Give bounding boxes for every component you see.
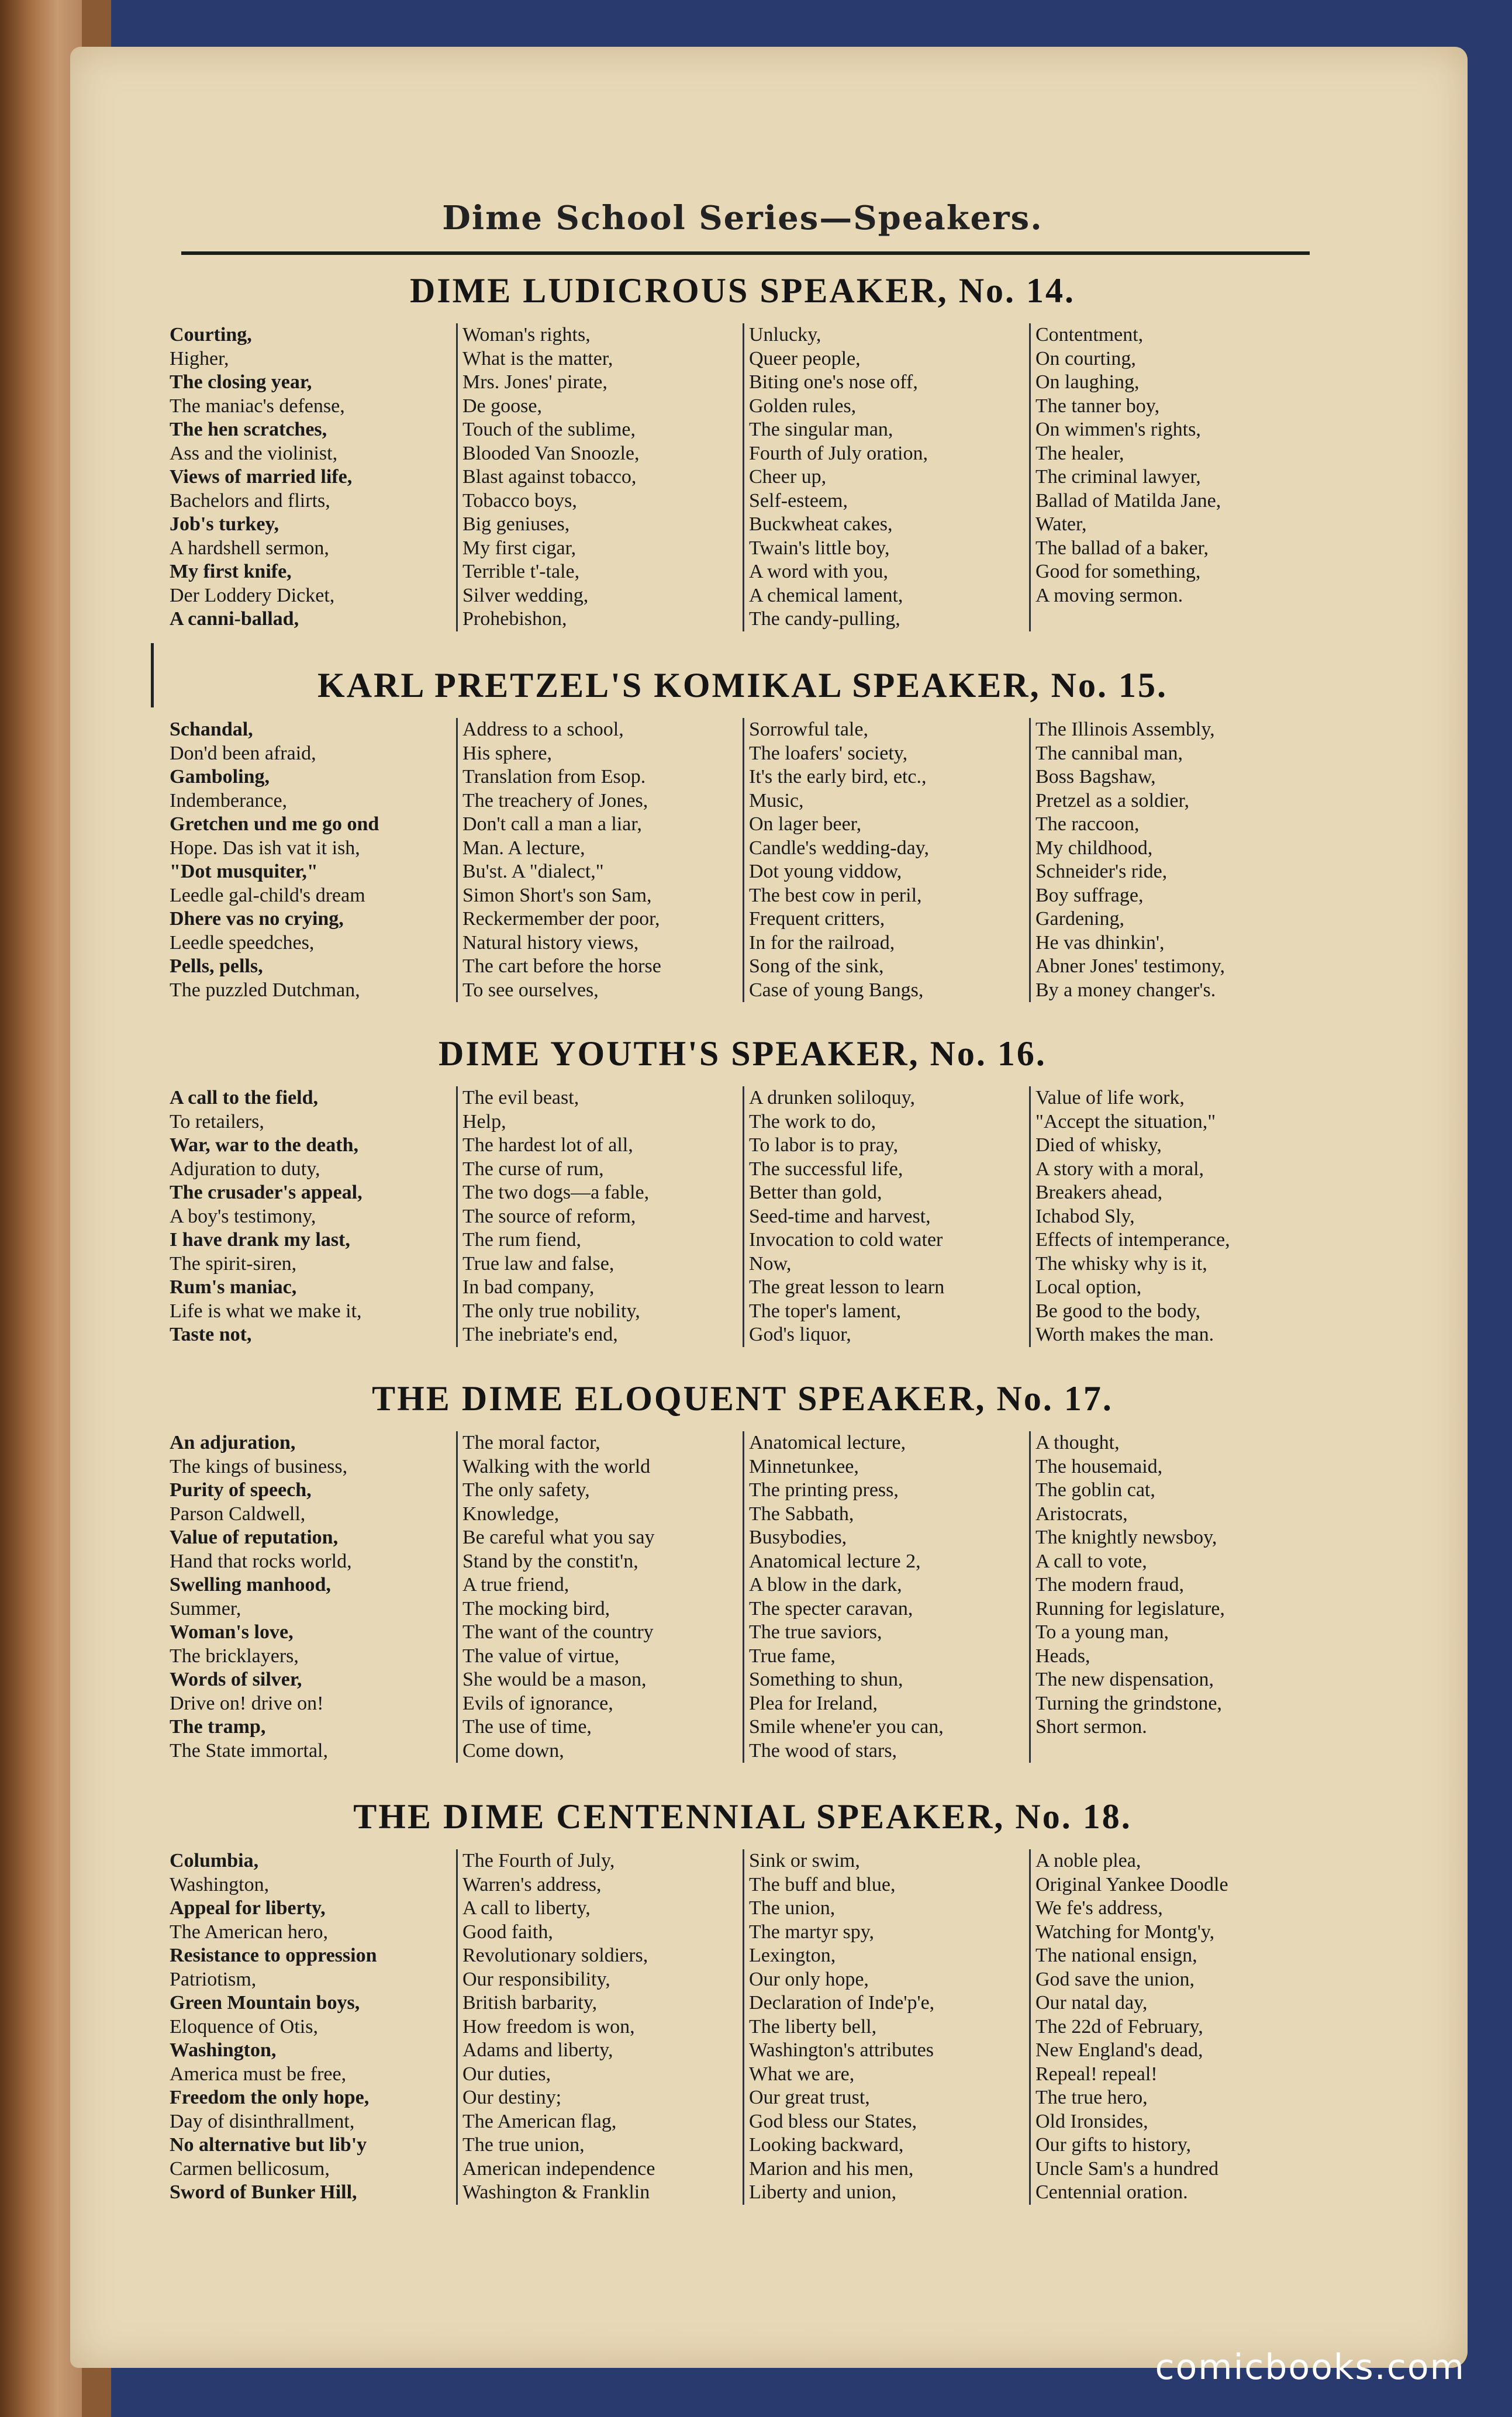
list-item: Candle's wedding-day, xyxy=(749,837,929,859)
list-item: A call to the field, xyxy=(170,1087,319,1109)
list-item: Adjuration to duty, xyxy=(170,1158,320,1180)
list-item: Unlucky, xyxy=(749,324,821,346)
list-item: Words of silver, xyxy=(170,1669,302,1690)
column-2 xyxy=(456,1431,743,1763)
list-item: A boy's testimony, xyxy=(170,1205,316,1227)
list-item: Short sermon. xyxy=(1035,1716,1147,1738)
list-item: Leedle gal-child's dream xyxy=(170,884,365,906)
list-item: True fame, xyxy=(749,1645,836,1667)
list-item: Warren's address, xyxy=(462,1873,602,1895)
list-item: Heads, xyxy=(1035,1645,1090,1667)
list-item: Swelling manhood, xyxy=(170,1574,331,1596)
list-item: Eloquence of Otis, xyxy=(170,2015,318,2038)
list-item: "Accept the situation," xyxy=(1035,1110,1216,1132)
list-item: Taste not, xyxy=(170,1324,252,1345)
list-item: Ass and the violinist, xyxy=(170,442,338,464)
list-item: "Dot musquiter," xyxy=(170,861,318,882)
list-item: No alternative but lib'y xyxy=(170,2134,367,2156)
list-item: The Illinois Assembly, xyxy=(1035,719,1215,740)
list-item: God bless our States, xyxy=(749,2110,917,2132)
list-item: Value of reputation, xyxy=(170,1527,339,1548)
list-item: Walking with the world xyxy=(462,1455,651,1477)
list-item: Boy suffrage, xyxy=(1035,884,1144,906)
list-item: Green Mountain boys, xyxy=(170,1992,360,2014)
list-item: The work to do, xyxy=(749,1110,876,1132)
list-item: Touch of the sublime, xyxy=(462,419,636,440)
list-item: Natural history views, xyxy=(462,931,639,954)
list-item: Queer people, xyxy=(749,347,861,370)
list-item: Value of life work, xyxy=(1035,1087,1185,1109)
list-item: Big geniuses, xyxy=(462,513,570,535)
list-item: A story with a moral, xyxy=(1035,1158,1204,1180)
column-2 xyxy=(456,323,743,631)
column-2 xyxy=(456,1086,743,1347)
list-item: Don't call a man a liar, xyxy=(462,813,642,835)
list-item: American independence xyxy=(462,2157,655,2180)
list-item: The union, xyxy=(749,1897,836,1919)
list-item: Freedom the only hope, xyxy=(170,2087,370,2108)
list-item: Running for legislature, xyxy=(1035,1597,1225,1620)
list-item: The new dispensation, xyxy=(1035,1669,1214,1690)
list-item: Cheer up, xyxy=(749,466,827,488)
list-item: A moving sermon. xyxy=(1035,584,1183,606)
list-item: The bricklayers, xyxy=(170,1645,299,1667)
column-4 xyxy=(1029,718,1316,1002)
list-item: The use of time, xyxy=(462,1716,592,1738)
list-item: Buckwheat cakes, xyxy=(749,513,893,535)
list-item: The Sabbath, xyxy=(749,1503,854,1525)
list-item: The printing press, xyxy=(749,1479,899,1501)
list-item: Music, xyxy=(749,789,804,812)
list-item: Worth makes the man. xyxy=(1035,1324,1214,1345)
list-item: A call to liberty, xyxy=(462,1897,591,1919)
list-item: The American hero, xyxy=(170,1921,328,1943)
list-item: Hope. Das ish vat it ish, xyxy=(170,837,360,859)
list-item: Our responsibility, xyxy=(462,1968,610,1990)
book-spine xyxy=(0,0,82,2417)
list-item: The knightly newsboy, xyxy=(1035,1527,1217,1548)
list-item: A noble plea, xyxy=(1035,1850,1141,1872)
list-item: The moral factor, xyxy=(462,1432,600,1453)
list-item: The true hero, xyxy=(1035,2087,1148,2108)
list-item: British barbarity, xyxy=(462,1992,598,2014)
list-item: Liberty and union, xyxy=(749,2181,897,2203)
section-columns xyxy=(170,1086,1316,1347)
list-item: To labor is to pray, xyxy=(749,1134,899,1156)
list-item: Life is what we make it, xyxy=(170,1300,362,1322)
list-item: Ballad of Matilda Jane, xyxy=(1035,489,1221,512)
list-item: Translation from Esop. xyxy=(462,766,646,788)
list-item: Man. A lecture, xyxy=(462,837,585,859)
list-item: A true friend, xyxy=(462,1574,569,1596)
list-item: Appeal for liberty, xyxy=(170,1897,326,1919)
list-item: To retailers, xyxy=(170,1110,264,1132)
list-item: The successful life, xyxy=(749,1158,903,1180)
list-item: The wood of stars, xyxy=(749,1739,897,1762)
list-item: The tramp, xyxy=(170,1716,266,1738)
list-item: The toper's lament, xyxy=(749,1300,902,1322)
column-4 xyxy=(1029,1086,1316,1347)
list-item: Contentment, xyxy=(1035,324,1144,346)
list-item: Pells, pells, xyxy=(170,955,263,977)
list-item: The only safety, xyxy=(462,1479,590,1501)
list-item: Be good to the body, xyxy=(1035,1300,1201,1322)
list-item: Woman's rights, xyxy=(462,324,591,346)
list-item: Gretchen und me go ond xyxy=(170,813,379,835)
list-item: The martyr spy, xyxy=(749,1921,875,1943)
list-item: Reckermember der poor, xyxy=(462,908,660,930)
list-item: Dhere vas no crying, xyxy=(170,908,344,930)
column-1 xyxy=(170,718,456,1002)
column-2 xyxy=(456,1849,743,2205)
column-3 xyxy=(743,718,1029,1002)
list-item: Sink or swim, xyxy=(749,1850,860,1872)
list-item: My first knife, xyxy=(170,561,292,582)
list-item: America must be free, xyxy=(170,2063,347,2085)
list-item: Help, xyxy=(462,1110,506,1132)
list-item: Busybodies, xyxy=(749,1527,847,1548)
list-item: Golden rules, xyxy=(749,395,857,417)
list-item: Address to a school, xyxy=(462,719,624,740)
list-item: The buff and blue, xyxy=(749,1873,896,1895)
list-item: Frequent critters, xyxy=(749,908,885,930)
list-item: Our gifts to history, xyxy=(1035,2134,1192,2156)
list-item: The curse of rum, xyxy=(462,1158,604,1180)
list-item: Columbia, xyxy=(170,1850,259,1872)
list-item: Tobacco boys, xyxy=(462,489,577,512)
list-item: The cart before the horse xyxy=(462,955,661,977)
column-3 xyxy=(743,1086,1029,1347)
list-item: A drunken soliloquy, xyxy=(749,1087,915,1109)
list-item: Case of young Bangs, xyxy=(749,979,924,1001)
section-title: THE DIME ELOQUENT SPEAKER, No. 17. xyxy=(372,1379,1113,1418)
list-item: True law and false, xyxy=(462,1252,615,1275)
list-item: The tanner boy, xyxy=(1035,395,1160,417)
list-item: The American flag, xyxy=(462,2110,617,2132)
list-item: Washington, xyxy=(170,2039,277,2061)
list-item: The goblin cat, xyxy=(1035,1479,1155,1501)
list-item: A hardshell sermon, xyxy=(170,537,329,559)
list-item: The value of virtue, xyxy=(462,1645,620,1667)
section-columns xyxy=(170,1431,1316,1763)
watermark: comicbooks.com xyxy=(1155,2347,1465,2388)
list-item: Our natal day, xyxy=(1035,1992,1148,2014)
list-item: A thought, xyxy=(1035,1432,1120,1453)
column-3 xyxy=(743,1431,1029,1763)
list-item: Smile whene'er you can, xyxy=(749,1716,944,1738)
header-rule xyxy=(181,251,1310,255)
list-item: Higher, xyxy=(170,347,229,370)
list-item: A call to vote, xyxy=(1035,1550,1147,1572)
list-item: Self-esteem, xyxy=(749,489,848,512)
list-item: A canni-ballad, xyxy=(170,608,299,630)
list-item: Views of married life, xyxy=(170,466,353,488)
list-item: His sphere, xyxy=(462,742,552,764)
list-item: Sorrowful tale, xyxy=(749,719,868,740)
list-item: Plea for Ireland, xyxy=(749,1692,878,1714)
list-item: Song of the sink, xyxy=(749,955,884,977)
list-item: Invocation to cold water xyxy=(749,1229,943,1251)
list-item: Evils of ignorance, xyxy=(462,1692,613,1714)
list-item: The mocking bird, xyxy=(462,1597,610,1620)
list-item: Lexington, xyxy=(749,1945,836,1966)
list-item: Local option, xyxy=(1035,1276,1142,1298)
list-item: Turning the grindstone, xyxy=(1035,1692,1222,1714)
list-item: The specter caravan, xyxy=(749,1597,913,1620)
list-item: She would be a mason, xyxy=(462,1669,647,1690)
list-item: Aristocrats, xyxy=(1035,1503,1128,1525)
list-item: The closing year, xyxy=(170,371,312,393)
list-item: Looking backward, xyxy=(749,2134,904,2156)
list-item: Better than gold, xyxy=(749,1182,882,1203)
list-item: The loafers' society, xyxy=(749,742,908,764)
list-item: The national ensign, xyxy=(1035,1945,1197,1966)
list-item: My first cigar, xyxy=(462,537,577,559)
list-item: Schandal, xyxy=(170,719,253,740)
list-item: De goose, xyxy=(462,395,542,417)
list-item: War, war to the death, xyxy=(170,1134,358,1156)
page-header: Dime School Series—Speakers. xyxy=(442,199,1043,237)
list-item: Good for something, xyxy=(1035,561,1201,582)
column-4 xyxy=(1029,1431,1316,1763)
margin-mark xyxy=(151,643,154,707)
list-item: Watching for Montg'y, xyxy=(1035,1921,1215,1943)
list-item: Resistance to oppression xyxy=(170,1945,377,1966)
list-item: Sword of Bunker Hill, xyxy=(170,2181,357,2203)
list-item: The best cow in peril, xyxy=(749,884,922,906)
section-14 xyxy=(170,266,1316,631)
list-item: God save the union, xyxy=(1035,1968,1195,1990)
list-item: Patriotism, xyxy=(170,1968,257,1990)
list-item: Don'd been afraid, xyxy=(170,742,316,764)
list-item: He vas dhinkin', xyxy=(1035,931,1165,954)
list-item: Knowledge, xyxy=(462,1503,560,1525)
list-item: Washington's attributes xyxy=(749,2039,934,2061)
list-item: Our only hope, xyxy=(749,1968,869,1990)
section-15 xyxy=(170,661,1316,1002)
list-item: The puzzled Dutchman, xyxy=(170,979,360,1001)
list-item: Something to shun, xyxy=(749,1669,903,1690)
section-columns xyxy=(170,1849,1316,2205)
list-item: In for the railroad, xyxy=(749,931,895,954)
list-item: Washington, xyxy=(170,1873,270,1895)
list-item: Dot young viddow, xyxy=(749,861,902,882)
list-item: The whisky why is it, xyxy=(1035,1252,1207,1275)
list-item: The only true nobility, xyxy=(462,1300,640,1322)
list-item: Old Ironsides, xyxy=(1035,2110,1148,2132)
list-item: Died of whisky, xyxy=(1035,1134,1162,1156)
list-item: The true union, xyxy=(462,2134,585,2156)
list-item: On laughing, xyxy=(1035,371,1140,393)
list-item: Gamboling, xyxy=(170,766,270,788)
list-item: The State immortal, xyxy=(170,1739,328,1762)
list-item: Our great trust, xyxy=(749,2087,870,2108)
list-item: Day of disinthrallment, xyxy=(170,2110,355,2132)
list-item: The cannibal man, xyxy=(1035,742,1183,764)
column-3 xyxy=(743,323,1029,631)
section-18 xyxy=(170,1792,1316,2205)
section-title: DIME YOUTH'S SPEAKER, No. 16. xyxy=(439,1034,1047,1073)
list-item: Mrs. Jones' pirate, xyxy=(462,371,607,393)
list-item: We fe's address, xyxy=(1035,1897,1163,1919)
list-item: Drive on! drive on! xyxy=(170,1692,324,1714)
list-item: Blast against tobacco, xyxy=(462,466,637,488)
column-1 xyxy=(170,1431,456,1763)
list-item: A word with you, xyxy=(749,561,888,582)
list-item: The singular man, xyxy=(749,419,893,440)
list-item: The kings of business, xyxy=(170,1455,348,1477)
list-item: The modern fraud, xyxy=(1035,1574,1184,1596)
list-item: Good faith, xyxy=(462,1921,553,1943)
list-item: Schneider's ride, xyxy=(1035,861,1168,882)
list-item: Silver wedding, xyxy=(462,584,589,606)
list-item: Anatomical lecture, xyxy=(749,1432,906,1453)
column-1 xyxy=(170,323,456,631)
column-1 xyxy=(170,1086,456,1347)
list-item: Marion and his men, xyxy=(749,2157,914,2180)
list-item: Simon Short's son Sam, xyxy=(462,884,652,906)
list-item: Fourth of July oration, xyxy=(749,442,928,464)
column-4 xyxy=(1029,1849,1316,2205)
list-item: Declaration of Inde'p'e, xyxy=(749,1992,935,2014)
list-item: The evil beast, xyxy=(462,1087,579,1109)
list-item: Anatomical lecture 2, xyxy=(749,1550,921,1572)
list-item: The maniac's defense, xyxy=(170,395,345,417)
list-item: Adams and liberty, xyxy=(462,2039,613,2061)
list-item: Come down, xyxy=(462,1739,564,1762)
list-item: Purity of speech, xyxy=(170,1479,312,1501)
section-title: THE DIME CENTENNIAL SPEAKER, No. 18. xyxy=(353,1797,1132,1836)
list-item: Abner Jones' testimony, xyxy=(1035,955,1226,977)
section-columns xyxy=(170,323,1316,631)
list-item: The treachery of Jones, xyxy=(462,789,648,812)
list-item: Boss Bagshaw, xyxy=(1035,766,1156,788)
list-item: Bu'st. A "dialect," xyxy=(462,861,604,882)
list-item: The candy-pulling, xyxy=(749,608,900,630)
list-item: The true saviors, xyxy=(749,1621,882,1643)
list-item: Rum's maniac, xyxy=(170,1276,297,1298)
column-3 xyxy=(743,1849,1029,2205)
list-item: Centennial oration. xyxy=(1035,2181,1188,2203)
list-item: Biting one's nose off, xyxy=(749,371,918,393)
list-item: To a young man, xyxy=(1035,1621,1169,1643)
list-item: My childhood, xyxy=(1035,837,1153,859)
list-item: Washington & Franklin xyxy=(462,2181,650,2203)
list-item: Courting, xyxy=(170,324,252,346)
list-item: The healer, xyxy=(1035,442,1124,464)
list-item: A chemical lament, xyxy=(749,584,903,606)
list-item: New England's dead, xyxy=(1035,2039,1203,2061)
list-item: Minnetunkee, xyxy=(749,1455,859,1477)
section-16 xyxy=(170,1029,1316,1347)
list-item: The ballad of a baker, xyxy=(1035,537,1209,559)
list-item: Leedle speedches, xyxy=(170,931,315,954)
list-item: Blooded Van Snoozle, xyxy=(462,442,640,464)
list-item: By a money changer's. xyxy=(1035,979,1216,1001)
list-item: Indemberance, xyxy=(170,789,288,812)
list-item: The liberty bell, xyxy=(749,2015,877,2038)
list-item: Revolutionary soldiers, xyxy=(462,1945,648,1966)
list-item: Hand that rocks world, xyxy=(170,1550,352,1572)
list-item: The great lesson to learn xyxy=(749,1276,945,1298)
list-item: Original Yankee Doodle xyxy=(1035,1873,1228,1895)
column-2 xyxy=(456,718,743,1002)
list-item: Parson Caldwell, xyxy=(170,1503,306,1525)
list-item: Carmen bellicosum, xyxy=(170,2157,330,2180)
list-item: The inebriate's end, xyxy=(462,1324,618,1345)
list-item: Summer, xyxy=(170,1597,241,1620)
list-item: The two dogs—a fable, xyxy=(462,1182,650,1203)
list-item: The want of the country xyxy=(462,1621,654,1643)
list-item: Job's turkey, xyxy=(170,513,279,535)
list-item: Our destiny; xyxy=(462,2087,562,2108)
list-item: Woman's love, xyxy=(170,1621,294,1643)
list-item: Seed-time and harvest, xyxy=(749,1205,931,1227)
list-item: Be careful what you say xyxy=(462,1527,655,1548)
list-item: What we are, xyxy=(749,2063,855,2085)
list-item: The source of reform, xyxy=(462,1205,636,1227)
section-17 xyxy=(170,1374,1316,1763)
list-item: Gardening, xyxy=(1035,908,1125,930)
list-item: A blow in the dark, xyxy=(749,1574,902,1596)
list-item: Ichabod Sly, xyxy=(1035,1205,1135,1227)
list-item: Uncle Sam's a hundred xyxy=(1035,2157,1218,2180)
list-item: An adjuration, xyxy=(170,1432,296,1453)
section-title: KARL PRETZEL'S KOMIKAL SPEAKER, No. 15. xyxy=(317,666,1168,705)
list-item: Terrible t'-tale, xyxy=(462,561,580,582)
list-item: Prohebishon, xyxy=(462,608,567,630)
list-item: Effects of intemperance, xyxy=(1035,1229,1230,1251)
list-item: The rum fiend, xyxy=(462,1229,581,1251)
list-item: The hen scratches, xyxy=(170,419,327,440)
list-item: The raccoon, xyxy=(1035,813,1140,835)
list-item: Water, xyxy=(1035,513,1087,535)
list-item: Our duties, xyxy=(462,2063,551,2085)
list-item: Repeal! repeal! xyxy=(1035,2063,1158,2085)
list-item: The 22d of February, xyxy=(1035,2015,1203,2038)
list-item: What is the matter, xyxy=(462,347,613,370)
list-item: Breakers ahead, xyxy=(1035,1182,1163,1203)
list-item: How freedom is won, xyxy=(462,2015,635,2038)
list-item: On wimmen's rights, xyxy=(1035,419,1201,440)
section-title: DIME LUDICROUS SPEAKER, No. 14. xyxy=(409,271,1076,310)
list-item: On courting, xyxy=(1035,347,1136,370)
list-item: God's liquor, xyxy=(749,1324,851,1345)
list-item: Now, xyxy=(749,1252,792,1275)
list-item: Twain's little boy, xyxy=(749,537,890,559)
list-item: The criminal lawyer, xyxy=(1035,466,1201,488)
list-item: The housemaid, xyxy=(1035,1455,1163,1477)
list-item: On lager beer, xyxy=(749,813,862,835)
list-item: Pretzel as a soldier, xyxy=(1035,789,1189,812)
section-columns xyxy=(170,718,1316,1002)
list-item: The Fourth of July, xyxy=(462,1850,615,1872)
list-item: In bad company, xyxy=(462,1276,595,1298)
list-item: The crusader's appeal, xyxy=(170,1182,363,1203)
list-item: To see ourselves, xyxy=(462,979,599,1001)
list-item: The hardest lot of all, xyxy=(462,1134,633,1156)
column-4 xyxy=(1029,323,1316,631)
list-item: Bachelors and flirts, xyxy=(170,489,330,512)
list-item: The spirit-siren, xyxy=(170,1252,297,1275)
list-item: It's the early bird, etc., xyxy=(749,766,927,788)
list-item: Stand by the constit'n, xyxy=(462,1550,638,1572)
list-item: I have drank my last, xyxy=(170,1229,350,1251)
column-1 xyxy=(170,1849,456,2205)
list-item: Der Loddery Dicket, xyxy=(170,584,335,606)
